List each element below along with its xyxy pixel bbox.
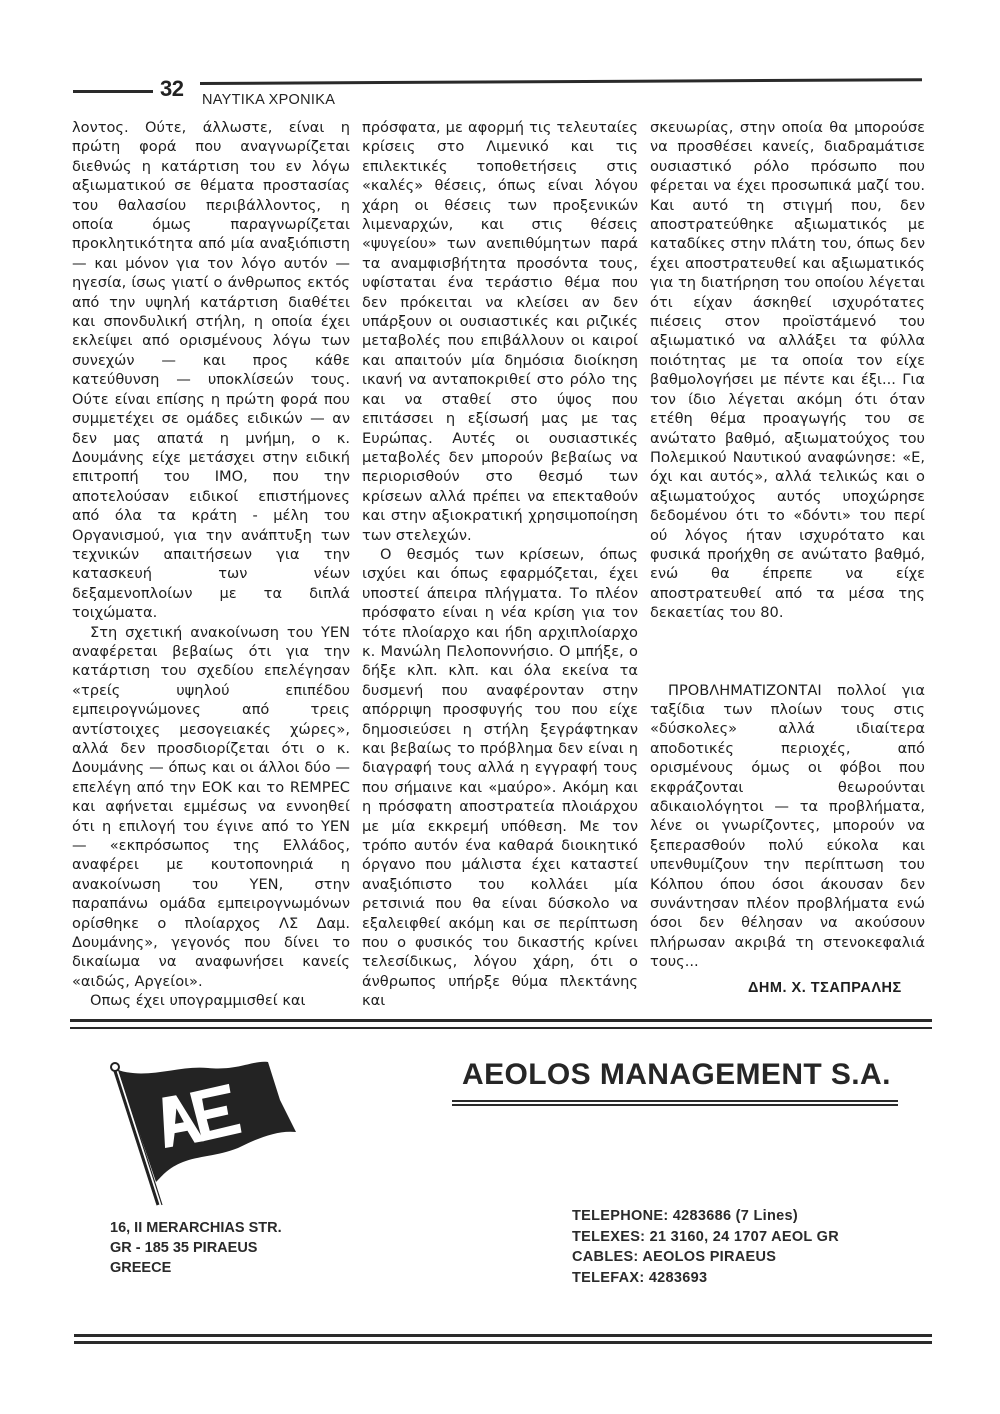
company-name: AEOLOS MANAGEMENT S.A. (462, 1058, 891, 1091)
author-signature: ΔΗΜ. Χ. ΤΣΑΠΡΑΛΗΣ (748, 980, 902, 996)
paragraph-gap (650, 623, 925, 681)
company-address (110, 1218, 282, 1278)
paragraph: ΠΡΟΒΛΗΜΑΤΙΖΟΝΤΑΙ πολλοί για ταξίδια των πλοίων τους στις «δύσκολες» αλλά ιδιαίτερα αποδοτικές περιοχές, από ορισμένους όμως οι φόβοι που εκφράζονται θεωρούνται αδικαιολόγητοι — τα προβλήματα, λένε οι γνωρίζοντες, μπορούν να ξεπερασθούν πολύ εύκολα και υπενθυμίζουν την περίπτωση του Κόλπου όπου όσοι άκουσαν δεν συνάντησαν πλέον προβλήματα ενώ όσοι δεν θέλησαν να ακούσουν πλήρωσαν ακριβά τη στενοκεφαλιά τους... (650, 681, 925, 971)
paragraph: σκευωρίας, στην οποία θα μπορούσε να προσθέσει κανείς, διαδραμάτισε ουσιαστικό ρόλο πρόσωπο που φέρεται να έχει προσωπικά μαζί του. Και αυτό τη στιγμή που, δεν αποστρατεύθηκε αξιωματικός με καταδίκες στην πλάτη του, όπως δεν έχει αποστρατευθεί και αξιωματικός για τη διατήρηση του οποίου λέγεται ότι είχαν άσκηθεί ισχυρότατες πιέσεις στον προϊστάμενό του αξιωματικό να αλλάξει τα φύλλα ποιότητας με τα οποία τον είχε βαθμολογήσει με πέντε και έξι... Για τον ίδιο λέγεται ακόμη ότι όταν ετέθη θέμα προαγωγής του σε ανώτατο βαθμό, αξιωματούχος του Πολεμικού Ναυτικού αναφώνησε: «Ε, όχι και αυτός», αλλά τελικώς και ο αξιωματούχος αυτός υποχώρησε δεδομένου ότι το «δόντι» του περί ού λόγος ήταν ισχυρότατο και φυσικά προήχθη σε ανώτατο βαθμό, ενώ θα έπρεπε να είχε αποστρατευθεί από τα μέσα της δεκαετίας του 80. (650, 119, 925, 622)
address-line: GR - 185 35 PIRAEUS (110, 1240, 258, 1256)
bottom-separator-thin (74, 1341, 932, 1344)
bottom-separator-thick (74, 1334, 932, 1337)
paragraph: πρόσφατα, με αφορμή τις τελευταίες κρίσεις στο Λιμενικό και τις επιλεκτικές τοποθετήσεις στις «καλές» θέσεις, όπως είναι λόγου χάρη οι θέσεις των προξενικών λιμεναρχών, και στις θέσεις «ψυγείου» των ανεπιθύμητων παρά τα αναμφισβήτητα προσόντα τους, υφίσταται ένα τεράστιο θέμα που δεν πρόκειται να κλείσει αν δεν υπάρξουν οι ουσιαστικές και ριζικές μεταβολές που επιβάλλουν οι καιροί και απαιτούν μία δημόσια διοίκηση ικανή να ανταποκριθεί στο ρόλο της και να σταθεί στο ύψος που επιτάσσει η εξίσωσή μας με τας Ευρώπας. Αυτές οι ουσιαστικές μεταβολές δεν μπορούν βεβαίως να περιορισθούν στο θεσμό των κρίσεων αλλά πρέπει να επεκταθούν και στην αξιοκρατική χρησιμοποίηση των στελεχών. (362, 119, 638, 544)
page-number: 32 (160, 76, 184, 101)
contact-telefax: TELEFAX: 4283693 (572, 1269, 708, 1286)
header-rule-right (200, 78, 922, 85)
article-column-3 (650, 118, 925, 972)
ad-separator-top-thick (70, 1019, 932, 1022)
company-name-underline (452, 1100, 898, 1102)
paragraph: Ο θεσμός των κρίσεων, όπως ισχύει και όπως εφαρμόζεται, έχει υποστεί άπειρα πλήγματα. Το πλέον πρόσφατο είναι η νέα κρίση για τον τότε πλοίαρχο και ήδη αρχιπλοίαρχο κ. Μανώλη Πελοποννήσιο. Ο μπήξε, ο δήξε κλπ. κλπ. και όλα εκείνα τα δυσμενή που αναφέρονταν στην απόρριψη προσφυγής του που είχε δημοσιεύσει η στήλη ξεγράφτηκαν και βεβαίως το πρόβλημα δεν είναι η διαγραφή τους αλλά η εγγραφή τους που σήμαινε και «μαύρο». Ακόμη και η πρόσφατη αποστρατεία πλοιάρχου με μία εκκρεμή υπόθεση. Με τον τρόπο αυτόν ένα καθαρά διοικητικό όργανο που μάλιστα έχει καταστεί αναξιόπιστο του κολλάει μία ρετσινιά που θα είναι δύσκολο να εξαλειφθεί ακόμη και σε περίπτωση που ο φυσικός του δικαστής κρίνει τελεσίδικως, λόγου χάρη, ότι ο άνθρωπος υπήρξε θύμα πλεκτάνης και (362, 545, 638, 1010)
company-name-underline-2 (452, 1104, 898, 1106)
contact-cables: CABLES: AEOLOS PIRAEUS (572, 1249, 777, 1265)
article-column-1 (72, 118, 350, 1011)
magazine-title: ΝΑΥΤΙΚΑ ΧΡΟΝΙΚΑ (202, 92, 336, 108)
contact-telexes: TELEXES: 21 3160, 24 1707 AEOL GR (572, 1228, 839, 1245)
company-flag-logo-icon (108, 1060, 298, 1210)
article-column-2 (362, 118, 638, 1011)
address-line: 16, II MERARCHIAS STR. (110, 1220, 282, 1236)
contact-telephone: TELEPHONE: 4283686 (7 Lines) (572, 1208, 798, 1224)
paragraph: Οπως έχει υπογραμμισθεί και (90, 992, 306, 1010)
paragraph: λοντος. Ούτε, άλλωστε, είναι η πρώτη φορά που αναγνωρίζεται διεθνώς η κατάρτιση του εν λόγω αξιωματικού σε θέματα προστασίας του θαλασίου περιβάλλοντος, η οποία όμως παραγνωρίζεται προκλητικότητα από μία αναξιόπιστη — και μόνον για τον λόγο αυτόν — ηγεσία, ίσως γιατί ο άνθρωπος εκτός από την υψηλή κατάρτιση διαθέτει και σπονδυλική στήλη, η οποία έχει εκλείψει από ορισμένους λόγω των συνεχών — και προς κάθε κατεύθυνση — υποκλίσεών τους. Ούτε είναι επίσης η πρώτη φορά που συμμετέχει σε ομάδες ειδικών — αν δεν μας απατά η μνήμη, ο κ. Δουμάνης είχε μετάσχει στην ειδική επιτροπή του ΙΜΟ, που την αποτελούσαν ειδικοί επιστήμονες από όλα τα κράτη - μέλη του Οργανισμού, για την ανάπτυξη των τεχνικών απαιτήσεων για την κατασκευή των νέων δεξαμενοπλοίων με τα διπλά τοιχώματα. (72, 119, 350, 622)
paragraph: Στη σχετική ανακοίνωση του ΥΕΝ αναφέρεται βεβαίως ότι για την κατάρτιση του σχεδίου επελέγησαν «τρείς υψηλού επιπέδου εμπειρογνώμονες από τρεις αντίστοιχες μεσογειακές χώρες», αλλά δεν προσδιορίζεται ότι ο κ. Δουμάνης — όπως και οι άλλοι δύο — επελέγη από την ΕΟΚ και το REMPEC και αφήνεται εμμέσως να εννοηθεί ότι η επιλογή του έγινε από το ΥΕΝ — «εκπρόσωπος της Ελλάδος, αναφέρει με κουτοπονηριά η ανακοίνωση του ΥΕΝ, στην παραπάνω ομάδα εμπειρογνωμόνων ορίσθηκε ο πλοίαρχος ΛΣ Δαμ. Δουμάνης», γεγονός που δίνει το δικαίωμα να αναφωνήσει κανείς «αιδώς, Αργείοι». (72, 623, 350, 990)
address-line: GREECE (110, 1260, 172, 1276)
ad-separator-top-thin (70, 1027, 932, 1029)
company-contacts (572, 1206, 839, 1288)
header-rule-left (73, 90, 153, 93)
